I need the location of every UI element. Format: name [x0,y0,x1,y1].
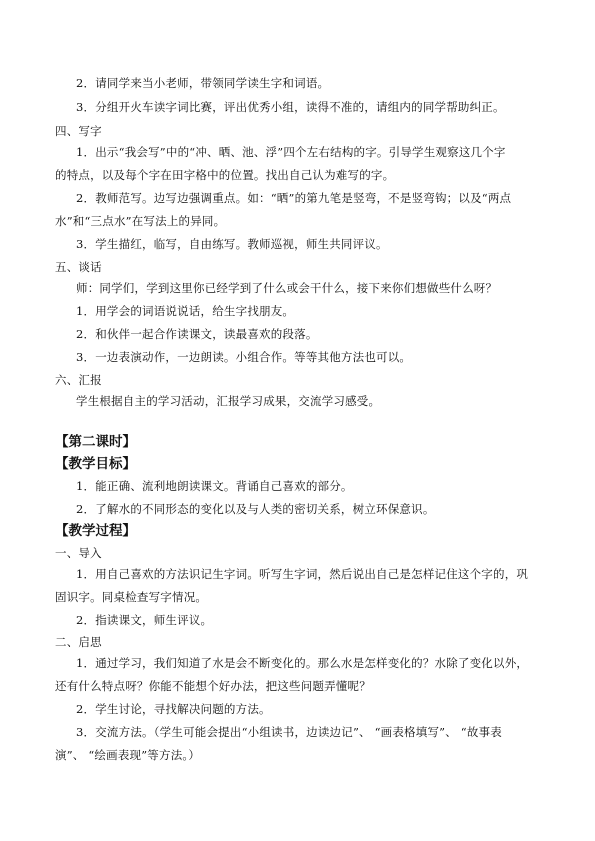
part1-item1-line2: 固识字。同桌检查写字情况。 [55,590,208,604]
part2-title: 二、启思 [55,635,102,649]
part2-item1-line2: 还有什么特点呀？你能不能想个好办法，把这些问题弄懂呢？ [55,679,371,693]
section6-title: 六、汇报 [55,373,102,387]
lesson2-process-title: 【教学过程】 [55,523,136,539]
part1-item1-line1: 1．用自己喜欢的方法识记生字词。听写生字词，然后说出自己是怎样记住这个字的，巩 [76,567,529,581]
part2-item3-line2: 演”、 “绘画表现”等方法。） [55,748,201,762]
lesson2-title: 【第二课时】 [55,434,136,450]
part2-item1-line1: 1．通过学习，我们知道了水是会不断变化的。那么水是怎样变化的？水除了变化以外， [76,656,529,670]
section4-item1-line1: 1．出示“我会写”中的“冲、晒、池、浮”四个左右结构的字。引导学生观察这几个字 [76,145,506,159]
lesson2-goal1: 1．能正确、流利地朗读课文。背诵自己喜欢的部分。 [76,479,353,493]
section5-intro: 师：同学们，学到这里你已经学到了什么或会干什么，接下来你们想做些什么呀？ [76,281,498,295]
section4-item3: 3．学生描红，临写，自由练写。教师巡视，师生共同评议。 [76,237,388,251]
section5-title: 五、谈话 [55,260,102,274]
section5-item3: 3．一边表演动作，一边朗读。小组合作。等等其他方法也可以。 [76,350,412,364]
section4-item1-line2: 的特点，以及每个字在田字格中的位置。找出自己认为难写的字。 [55,168,395,182]
section5-item1: 1．用学会的词语说说话，给生字找朋友。 [76,304,295,318]
lesson2-goal2: 2．了解水的不同形态的变化以及与人类的密切关系，树立环保意识。 [76,502,435,516]
lesson2-goals-title: 【教学目标】 [55,456,136,472]
part2-item3-line1: 3．交流方法。（学生可能会提出“小组读书，边读边记”、 “画表格填写”、 “故事表 [76,725,502,739]
section3-item3: 3．分组开火车读字词比赛，评出优秀小组，读得不准的，请组内的同学帮助纠正。 [76,100,505,114]
section6-text: 学生根据自主的学习活动，汇报学习成果，交流学习感受。 [76,394,381,408]
part1-title: 一、导入 [55,546,102,560]
section5-item2: 2．和伙伴一起合作读课文，读最喜欢的段落。 [76,327,318,341]
section4-item2-line2: 水”和“三点水”在写法上的异同。 [55,214,226,228]
section4-item2-line1: 2．教师范写。边写边强调重点。如：“晒”的第九笔是竖弯，不是竖弯钩；以及“两点 [76,191,512,205]
section4-title: 四、写字 [55,124,102,138]
part1-item2: 2．指读课文，师生评议。 [76,613,213,627]
section3-item2: 2．请同学来当小老师，带领同学读生字和词语。 [76,76,330,90]
part2-item2: 2．学生讨论，寻找解决问题的方法。 [76,702,271,716]
